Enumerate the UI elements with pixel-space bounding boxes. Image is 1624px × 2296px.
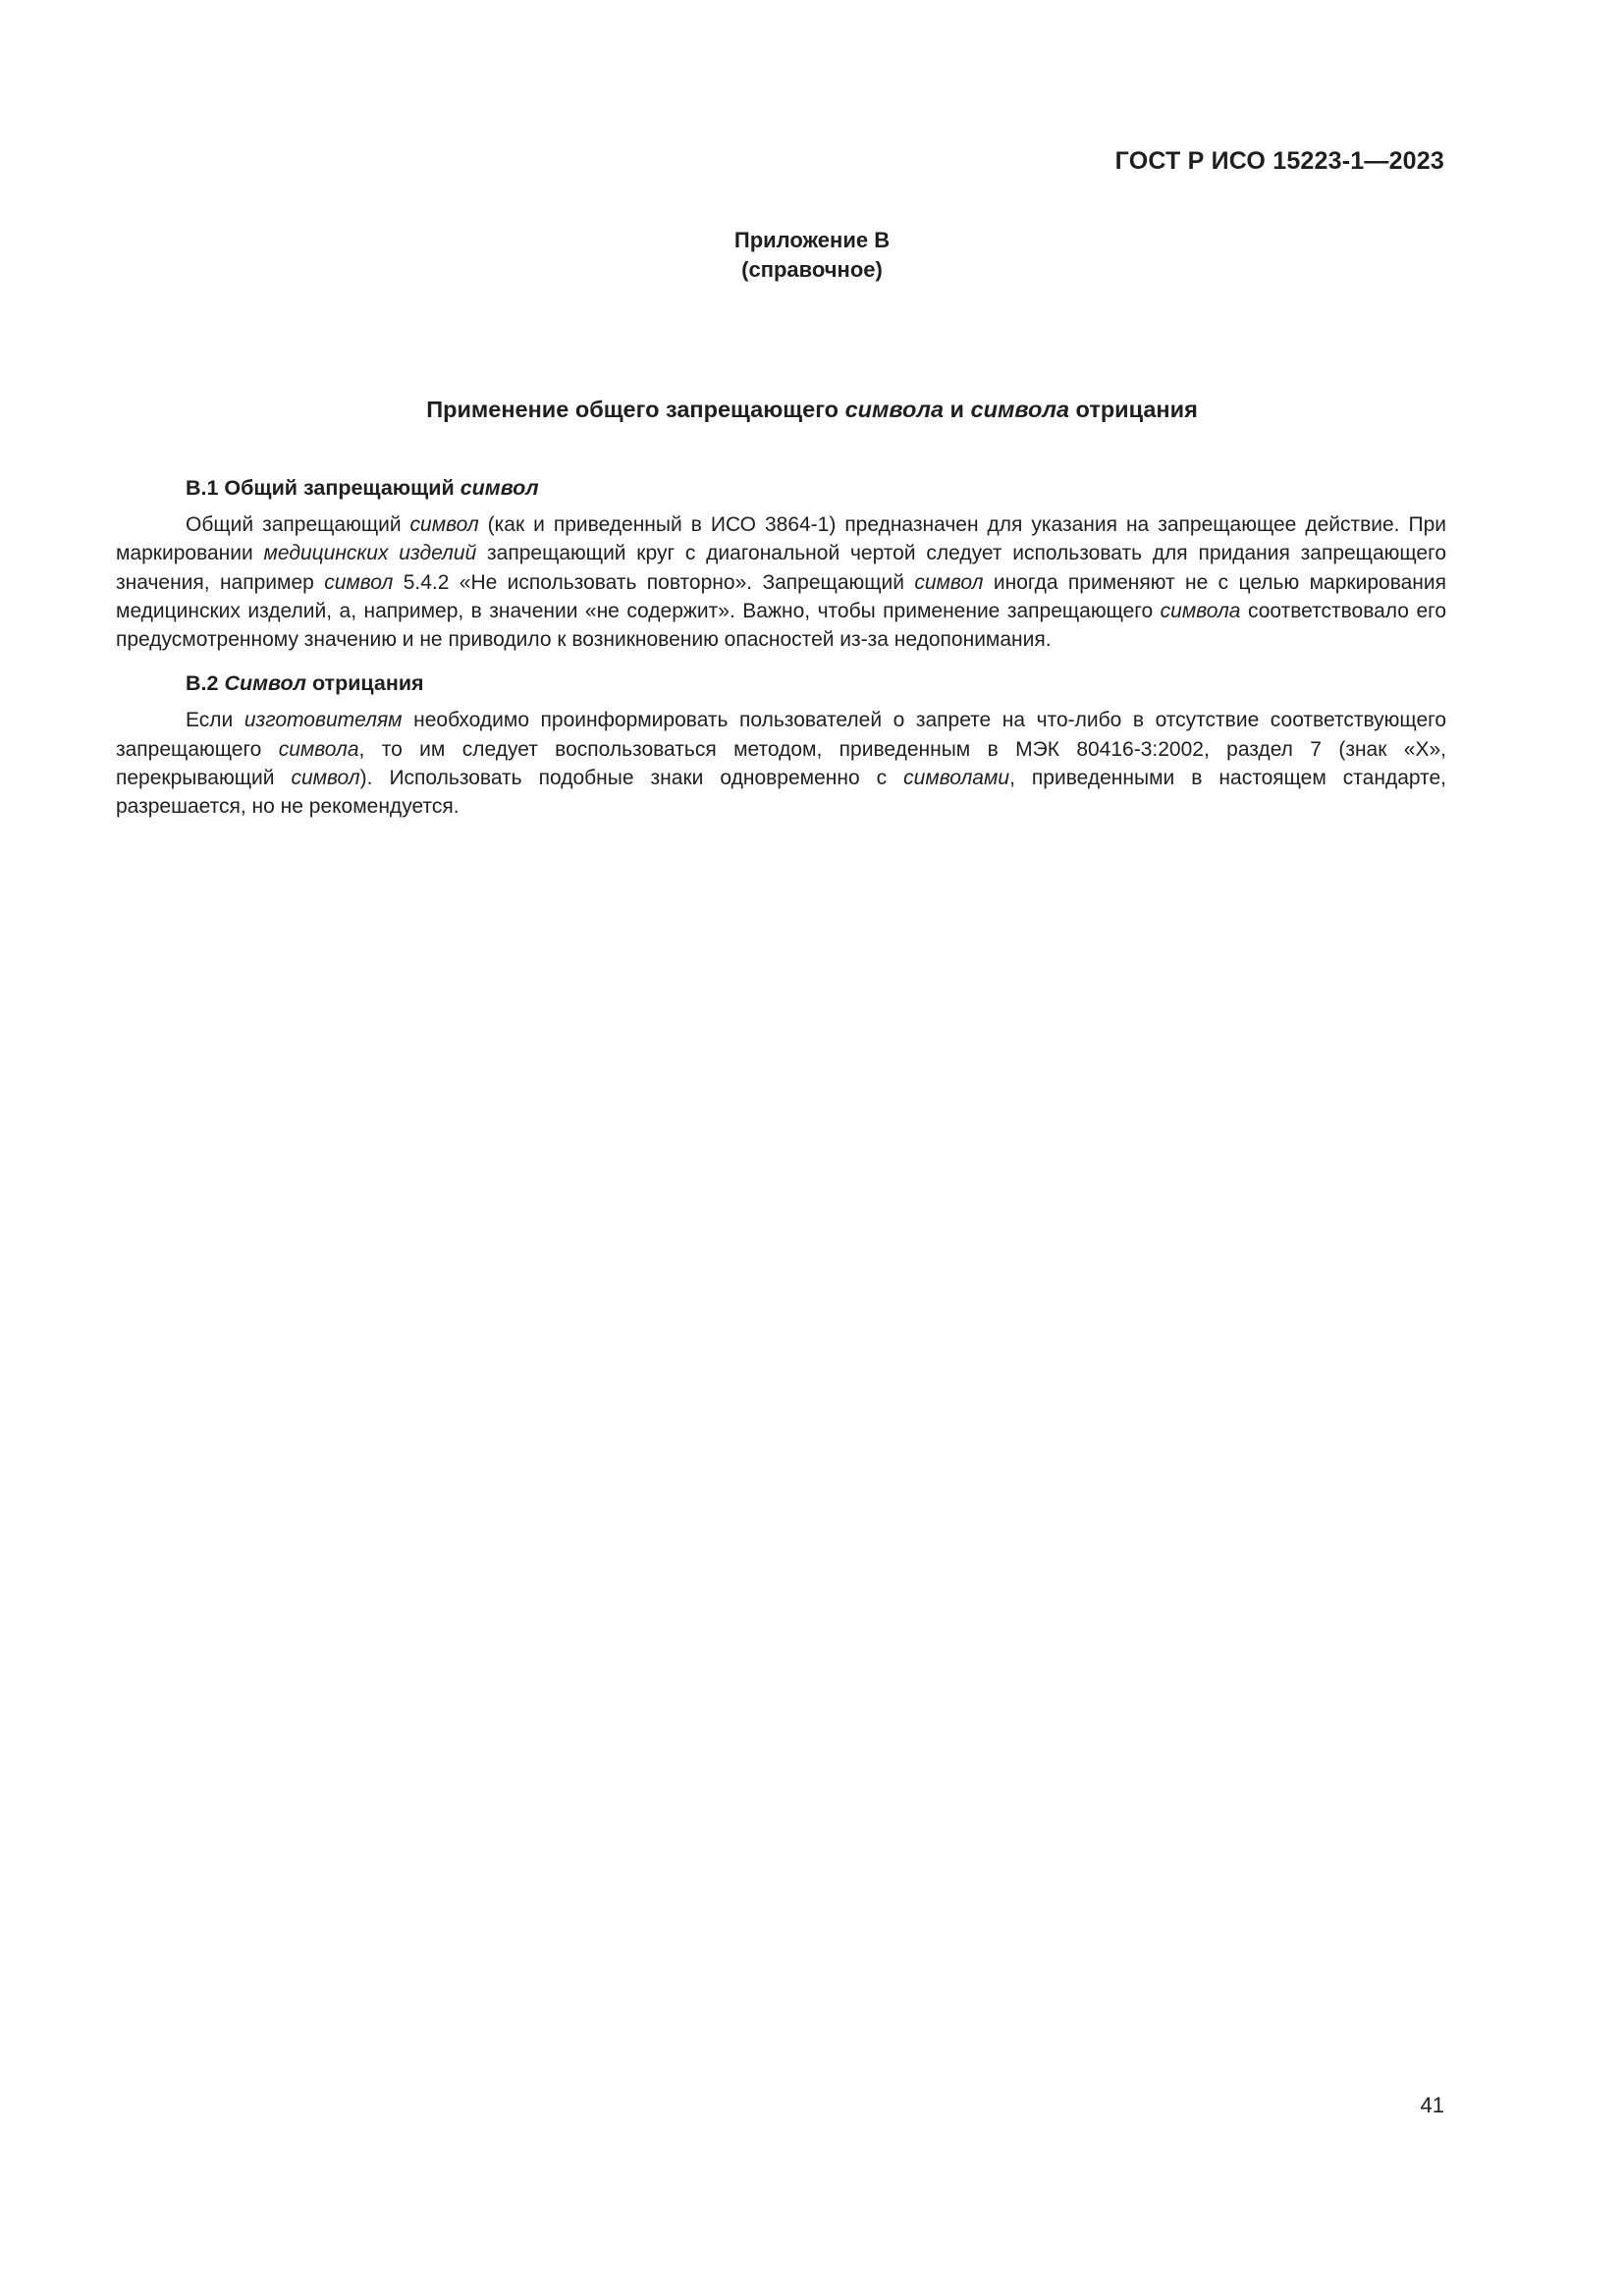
appendix-heading (0, 226, 1624, 285)
text-run: ). Использовать подобные знаки одновременно с (359, 767, 904, 790)
title-italic-part: символа (844, 397, 945, 422)
term: символ (409, 513, 479, 536)
title-part: Применение общего запрещающего (426, 397, 845, 422)
heading-text: В.2 (186, 671, 225, 696)
title-part: и (944, 397, 971, 422)
heading-text: В.1 Общий запрещающий (186, 476, 460, 500)
term: символ (324, 570, 394, 594)
section-paragraph-b2 (116, 706, 1446, 821)
text-run: Если (186, 709, 244, 732)
text-run: запрещающий круг с диагональной чертой следует использовать для придания запрещающего значения, например (116, 542, 1446, 594)
document-body (116, 474, 1446, 822)
page-number: 41 (1420, 2093, 1444, 2117)
term: медицинских изделий (263, 542, 477, 565)
heading-italic: Символ (224, 671, 306, 696)
text-run: Общий запрещающий (186, 513, 410, 536)
term: символ (914, 570, 984, 594)
appendix-type: (справочное) (741, 257, 883, 282)
document-code: ГОСТ Р ИСО 15223-1—2023 (1114, 147, 1444, 175)
text-run: , то им следует воспользоваться методом, приведенным в МЭК 80416-3:2002, раздел 7 (знак «X», перекрывающий (116, 737, 1446, 790)
section-heading-b1 (186, 474, 1446, 503)
term: символа (1160, 599, 1241, 622)
text-run: иногда применяют не с целью маркирования медицинских изделий, а, например, в значении «не содержит». Важно, чтобы применение запрещающего (116, 570, 1446, 622)
text-run: соответствовало его предусмотренному значению и не приводило к возникновению опасностей из-за недопонимания. (116, 599, 1447, 652)
title-part: отрицания (1069, 397, 1198, 422)
term: символ (291, 767, 360, 790)
term: символами (903, 767, 1010, 790)
term: символа (278, 737, 359, 761)
appendix-label: Приложение В (733, 228, 891, 252)
text-run: , приведенными в настоящем стандарте, разрешается, но не рекомендуется. (116, 767, 1446, 819)
text-run: (как и приведенный в ИСО 3864-1) предназначен для указания на запрещающее действие. При маркировании (116, 513, 1446, 565)
heading-italic: символ (460, 476, 539, 500)
heading-text: отрицания (305, 671, 424, 696)
title-italic-part: символа (970, 397, 1070, 422)
section-paragraph-b1 (116, 510, 1446, 654)
text-run: 5.4.2 «Не использовать повторно». Запрещающий (393, 570, 915, 594)
appendix-title (0, 397, 1624, 423)
term: изготовителям (244, 709, 403, 732)
text-run: необходимо проинформировать пользователей о запрете на что-либо в отсутствие соответствующего запрещающего (116, 709, 1446, 761)
section-heading-b2 (186, 669, 1446, 698)
